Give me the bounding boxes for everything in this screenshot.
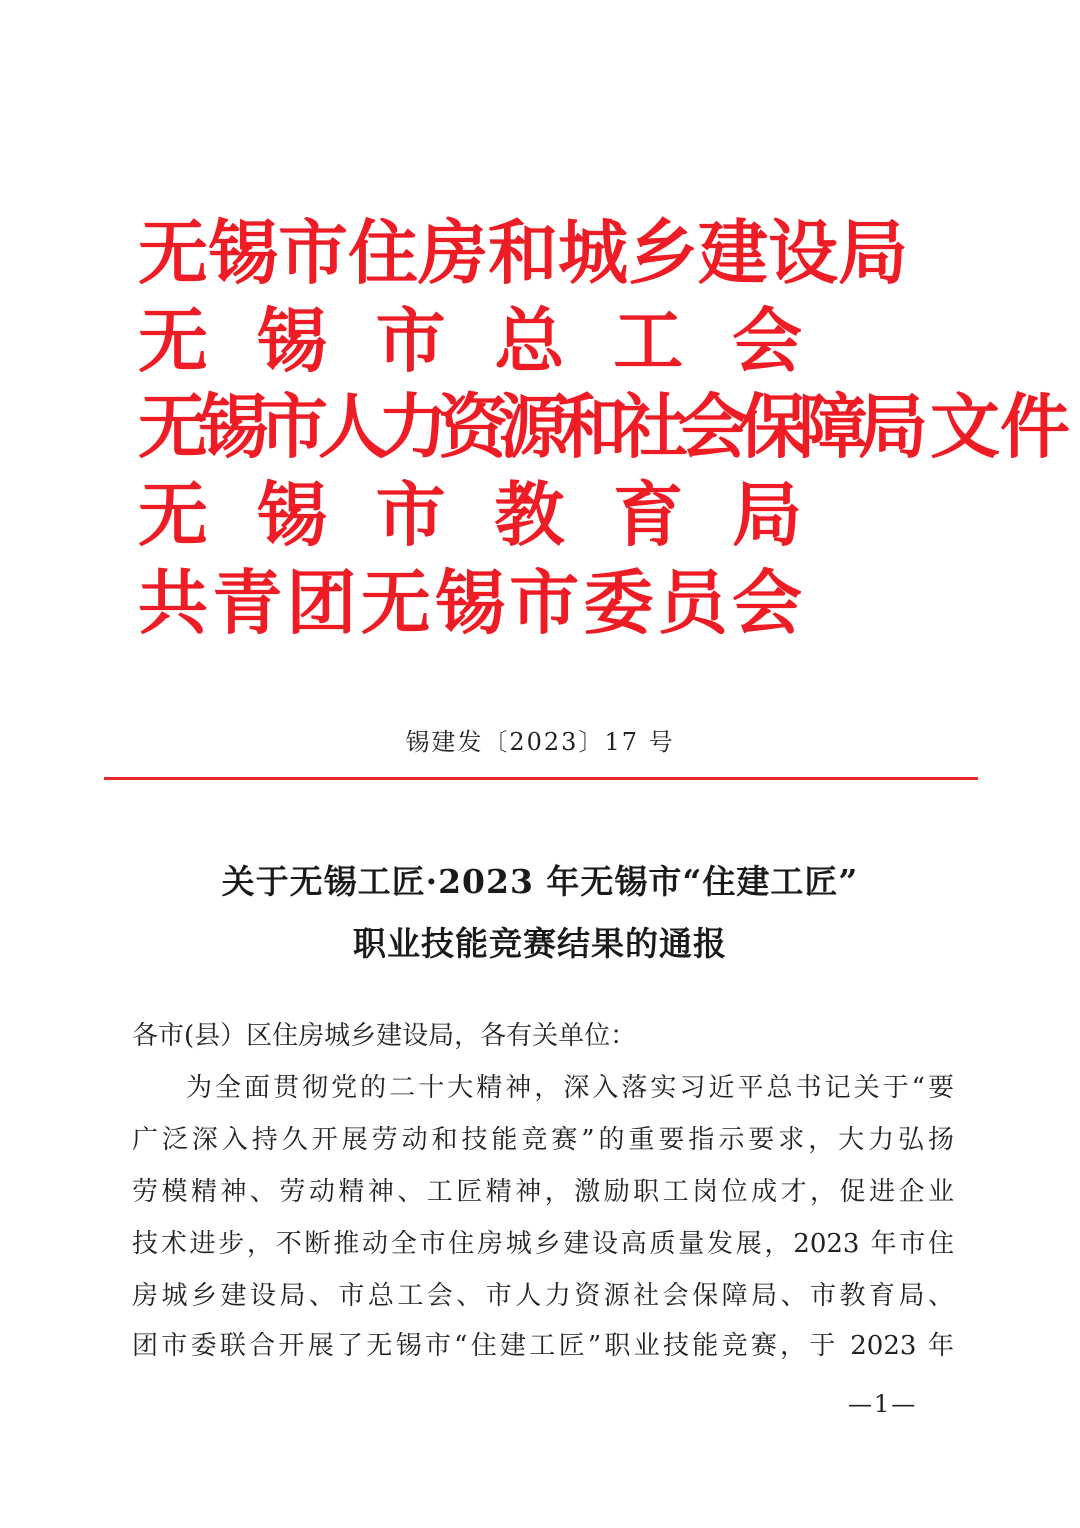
body-paragraph-line: 为全面贯彻党的二十大精神，深入落实习近平总书记关于“要 [186, 1073, 954, 1103]
agency-name-hr-bureau [138, 384, 1070, 470]
agency-char: 市 [375, 299, 446, 382]
agency-char: 锡 [256, 299, 327, 382]
agency-char: 无 [360, 561, 431, 644]
document-number: 锡建发〔2023〕17 号 [405, 728, 675, 756]
document-suffix: 文件 [930, 385, 1070, 468]
agency-char: 育 [613, 473, 684, 556]
body-paragraph-line: 广泛深入持久开展劳动和技能竞赛”的重要指示要求，大力弘扬 [132, 1125, 954, 1155]
agency-char: 委 [583, 561, 654, 644]
body-paragraph-line: 团市委联合开展了无锡市“住建工匠”职业技能竞赛，于 2023 年 [132, 1331, 954, 1361]
agency-char: 总 [494, 299, 565, 382]
agency-char: 无 [138, 299, 208, 382]
agency-char: 共 [138, 561, 208, 644]
salutation: 各市(县）区住房城乡建设局，各有关单位： [132, 1021, 637, 1051]
agency-char: 员 [657, 561, 728, 644]
body-paragraph-line: 技术进步，不断推动全市住房城乡建设高质量发展，2023 年市住 [132, 1229, 954, 1259]
document-title-line-1: 关于无锡工匠·2023 年无锡市“住建工匠” [221, 862, 859, 901]
agency-name-education-bureau [138, 472, 968, 558]
agency-char: 锡 [435, 561, 505, 644]
agency-text: 无锡市住房和城乡建设局 [138, 211, 908, 294]
document-title-line-2: 职业技能竞赛结果的通报 [353, 924, 727, 963]
agency-char: 工 [613, 299, 684, 382]
agency-char: 局 [731, 473, 802, 556]
red-divider-line [104, 777, 978, 780]
body-paragraph-line: 劳模精神、劳动精神、工匠精神，激励职工岗位成才，促进企业 [132, 1177, 954, 1207]
agency-char: 青 [212, 561, 283, 644]
page-number: —1— [848, 1390, 918, 1418]
agency-char: 市 [375, 473, 446, 556]
agency-char: 会 [731, 299, 802, 382]
agency-char: 会 [732, 561, 802, 644]
agency-text: 无锡市人力资源和社会保障局 [138, 385, 918, 468]
agency-name-youth-league [138, 560, 968, 646]
agency-name-trade-union [138, 298, 968, 384]
agency-name-housing-bureau [138, 210, 968, 296]
agency-char: 无 [138, 473, 208, 556]
agency-char: 团 [286, 561, 357, 644]
agency-char: 锡 [256, 473, 327, 556]
body-paragraph-line: 房城乡建设局、市总工会、市人力资源社会保障局、市教育局、 [132, 1281, 954, 1311]
agency-char: 市 [509, 561, 580, 644]
agency-char: 教 [494, 473, 565, 556]
